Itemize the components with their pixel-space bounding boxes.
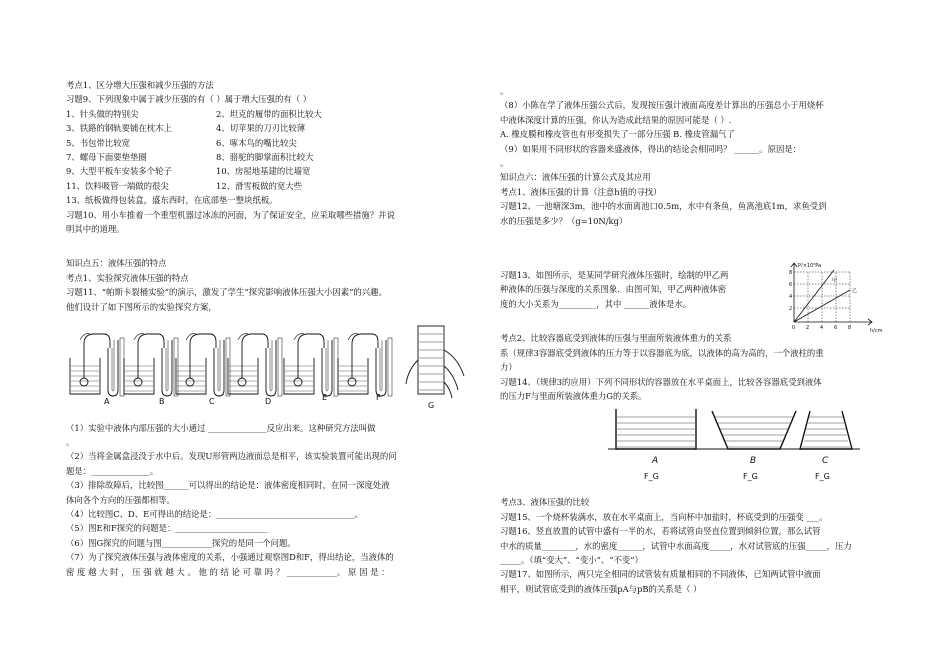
containers-figure [500, 405, 896, 485]
graph-xlabel: h/cm [870, 328, 883, 335]
option: 6、啄木鸟的嘴比较尖 [216, 137, 297, 148]
container-label: A [652, 456, 659, 467]
experiment-setup [70, 334, 124, 396]
option: 4、切苹果的刀刃比较薄 [216, 123, 306, 134]
container-label: B [750, 456, 757, 467]
option-row [66, 121, 468, 135]
experiment-setup [124, 334, 178, 396]
series-label: 甲 [832, 278, 838, 285]
question-text: 13、纸板做得包装盒，盛东西时，在底部垫一整块纸板。 [66, 195, 278, 206]
x-tick: 8 [848, 325, 852, 332]
option-row [66, 164, 468, 178]
question-text: 中水的质量________，水的密度______，试管中水面高度_____，水对试管底的压强_____，压力 [500, 540, 852, 551]
section-heading: 考点1、实验探究液体压强的特点 [66, 272, 189, 283]
question-text: （1）实验中液体内部压强的大小通过 ______________反应出来。这种研究方法叫做 [66, 422, 376, 433]
question-text: 体向各个方向的压强都相等。 [66, 494, 175, 505]
graph-ylabel: P/×10²Pa [798, 263, 822, 270]
question-text: 他们设计了如下图所示的实验探究方案， [66, 301, 217, 312]
question-text: （8）小陈在学了液体压强公式后，发现按压强计液面高度差计算出的压强总小于用烧杯 [500, 100, 824, 111]
question-text: 相平，则试管底受到的液体压强pA与pB的关系是（ ） [500, 583, 702, 594]
question-text: 习题16、竖直放置的试管中盛有一半的水，若将试管由竖直位置到倾斜位置，那么试管 [500, 526, 821, 537]
question-text: 明其中的道理。 [66, 224, 125, 235]
question-text: 度的大小关系为_________，其中 ______液体是水。 [500, 298, 692, 309]
question-text: 的压力F与里面所装液体重力G的关系。 [500, 390, 647, 401]
y-tick: 4 [789, 294, 793, 301]
section-heading: 知识点六：液体压强的计算公式及其应用 [500, 172, 651, 183]
container-b [712, 411, 796, 449]
container-label: C [822, 456, 829, 467]
question-text: 系（规律3容器底受到液体的压力等于以容器底为底，以液体的高为高的，一个液柱的重 [500, 347, 824, 358]
figure-label: F [376, 393, 381, 403]
question-text: 习题15、一个烧杯装满水，放在水平桌面上，当向杯中加盐时，杯底受到的压强变 ___。 [500, 511, 828, 522]
experiment-setup [228, 334, 282, 396]
question-text: 中液体深度计算的压强，你认为造成此结果的原因可能是（ ）. [500, 114, 732, 125]
question-text: （9）如果用不同形状的容器来盛液体，得出的结论会相同吗？ ______。原因是： [500, 143, 802, 154]
question-text: 。 [500, 158, 509, 169]
question-text: 习题11、“帕斯卡裂桶实验”的演示，激发了学生“探究影响液体压强大小因素”的兴趣。 [66, 287, 387, 298]
question-text: 。 [66, 436, 75, 447]
figure-label: D [265, 397, 272, 407]
option-row [66, 136, 468, 150]
question-text: 。 [500, 86, 509, 96]
section-heading: 考点1、液体压强的计算（注意h值的寻找） [500, 186, 662, 197]
question-text: 习题17、如图所示，两只完全相同的试管装有质量相同的不同液体，已知两试管中液面 [500, 569, 821, 580]
option: 1、针头做的特别尖 [66, 108, 139, 119]
question-text: （6）图G探究的问题与图____________探究的是同一个问题。 [66, 537, 296, 548]
option: 9、大型平板车安装多个轮子 [66, 166, 172, 177]
pressure-depth-graph [784, 260, 892, 334]
option: 5、书包带比较宽 [66, 137, 130, 148]
x-tick: 2 [806, 325, 810, 332]
question-text: （2）当将金属盒浸没于水中后。发现U形管两边液面总是相平，该实验装置可能出现的问 [66, 451, 397, 462]
question-text: 习题10、用小车推着一个重型机器过冰冻的河面，为了保证安全，应采取哪些措施？并说 [66, 209, 395, 220]
option-row [66, 150, 468, 164]
section-heading: 知识点五：液体压强的特点 [66, 258, 167, 269]
figure-label: C [209, 397, 215, 407]
question-text: _____。（填“变大”、“变小”、“不变”） [500, 554, 643, 565]
figure-label: B [159, 397, 165, 407]
option: 3、铁路的钢轨要铺在枕木上 [66, 123, 172, 134]
option-row [66, 107, 468, 121]
question-text: 题是：______________。 [66, 465, 159, 476]
x-tick: 0 [792, 325, 796, 332]
question-text: 习题12、一池塘深3m，池中的水面离池口0.5m，水中有条鱼，鱼离池底1m，求鱼受到 [500, 201, 827, 212]
q13-block [500, 263, 896, 335]
right-column [500, 84, 896, 596]
y-tick: 6 [789, 282, 793, 289]
x-tick: 4 [820, 325, 824, 332]
question-text: 习题13、如图所示，是某同学研究液体压强时，绘制的甲乙两 [500, 270, 729, 281]
experiment-setup [284, 334, 338, 396]
experiment-setup [176, 334, 230, 396]
y-tick: 8 [789, 270, 793, 277]
question-text: 水的压强是多少？（g=10N/kg） [500, 215, 628, 226]
pressure-gauge-diagram [66, 320, 468, 412]
question-text: （3）排除故障后，比较图______可以得出的结论是：液体密度相同时，在同一深度处液 [66, 480, 390, 491]
figure-label: E [322, 393, 328, 403]
question-text: 力） [500, 362, 517, 373]
y-tick: 2 [789, 306, 793, 313]
section-heading: 考点2、比较容器底受到液体的压强与里面所装液体重力的关系 [500, 333, 732, 344]
question-text: 习题14、（规律3的应用）下列不同形状的容器放在水平桌面上，比较各容器底受到液体 [500, 376, 822, 387]
section-heading: 考点3、液体压强的比较 [500, 497, 590, 508]
option-row [66, 179, 468, 193]
series-label: 乙 [852, 288, 858, 295]
question-text: 种液体的压强与深度的关系图象．由图可知，甲乙两种液体密 [500, 284, 727, 295]
section-heading: 考点1、区分增大压强和减少压强的方法 [66, 80, 214, 90]
figure-label: G [428, 401, 435, 411]
question-text: （7）为了探究液体压强与液体密度的关系，小强通过观察图D和F，得出结论，当液体的 [66, 552, 394, 563]
container-c [800, 411, 852, 449]
question-text: （5）图E和F探究的问题是：______________________ [66, 523, 268, 534]
question-text: 密 度 越 大 时 ， 压 强 就 越 大 。 他 的 结 论 可 靠 吗 ？ ____________。 原 因 是 ： [66, 566, 390, 577]
container-caption: F_G [743, 472, 758, 482]
container-caption: F_G [815, 472, 830, 482]
question-text: （4）比较图C、D、E可得出的结论是：_________________________________。 [66, 508, 363, 519]
experiment-figure [66, 320, 468, 416]
container-caption: F_G [644, 472, 659, 482]
option: 10、房屋地基建的比墙宽 [216, 166, 311, 177]
x-tick: 6 [834, 325, 838, 332]
option: 7、螺母下面要垫垫圈 [66, 152, 147, 163]
option: 8、骆驼的脚掌面积比较大 [216, 152, 314, 163]
question-text: 习题9、下列现象中属于减少压强的有（ ）属于增大压强的有（ ） [66, 94, 312, 105]
options-grid [66, 107, 468, 193]
option: 2、坦克的履带的面积比较大 [216, 108, 322, 119]
option: 11、饮料吸管一端做的很尖 [66, 180, 169, 191]
figure-label: A [104, 397, 110, 407]
option: 12、滑雪板做的宽大些 [216, 180, 303, 191]
left-column [66, 78, 468, 579]
question-text: A. 橡皮膜和橡皮管也有形变损失了一部分压强 B. 橡皮管漏气了 [500, 129, 735, 140]
experiment-setup [338, 334, 392, 396]
